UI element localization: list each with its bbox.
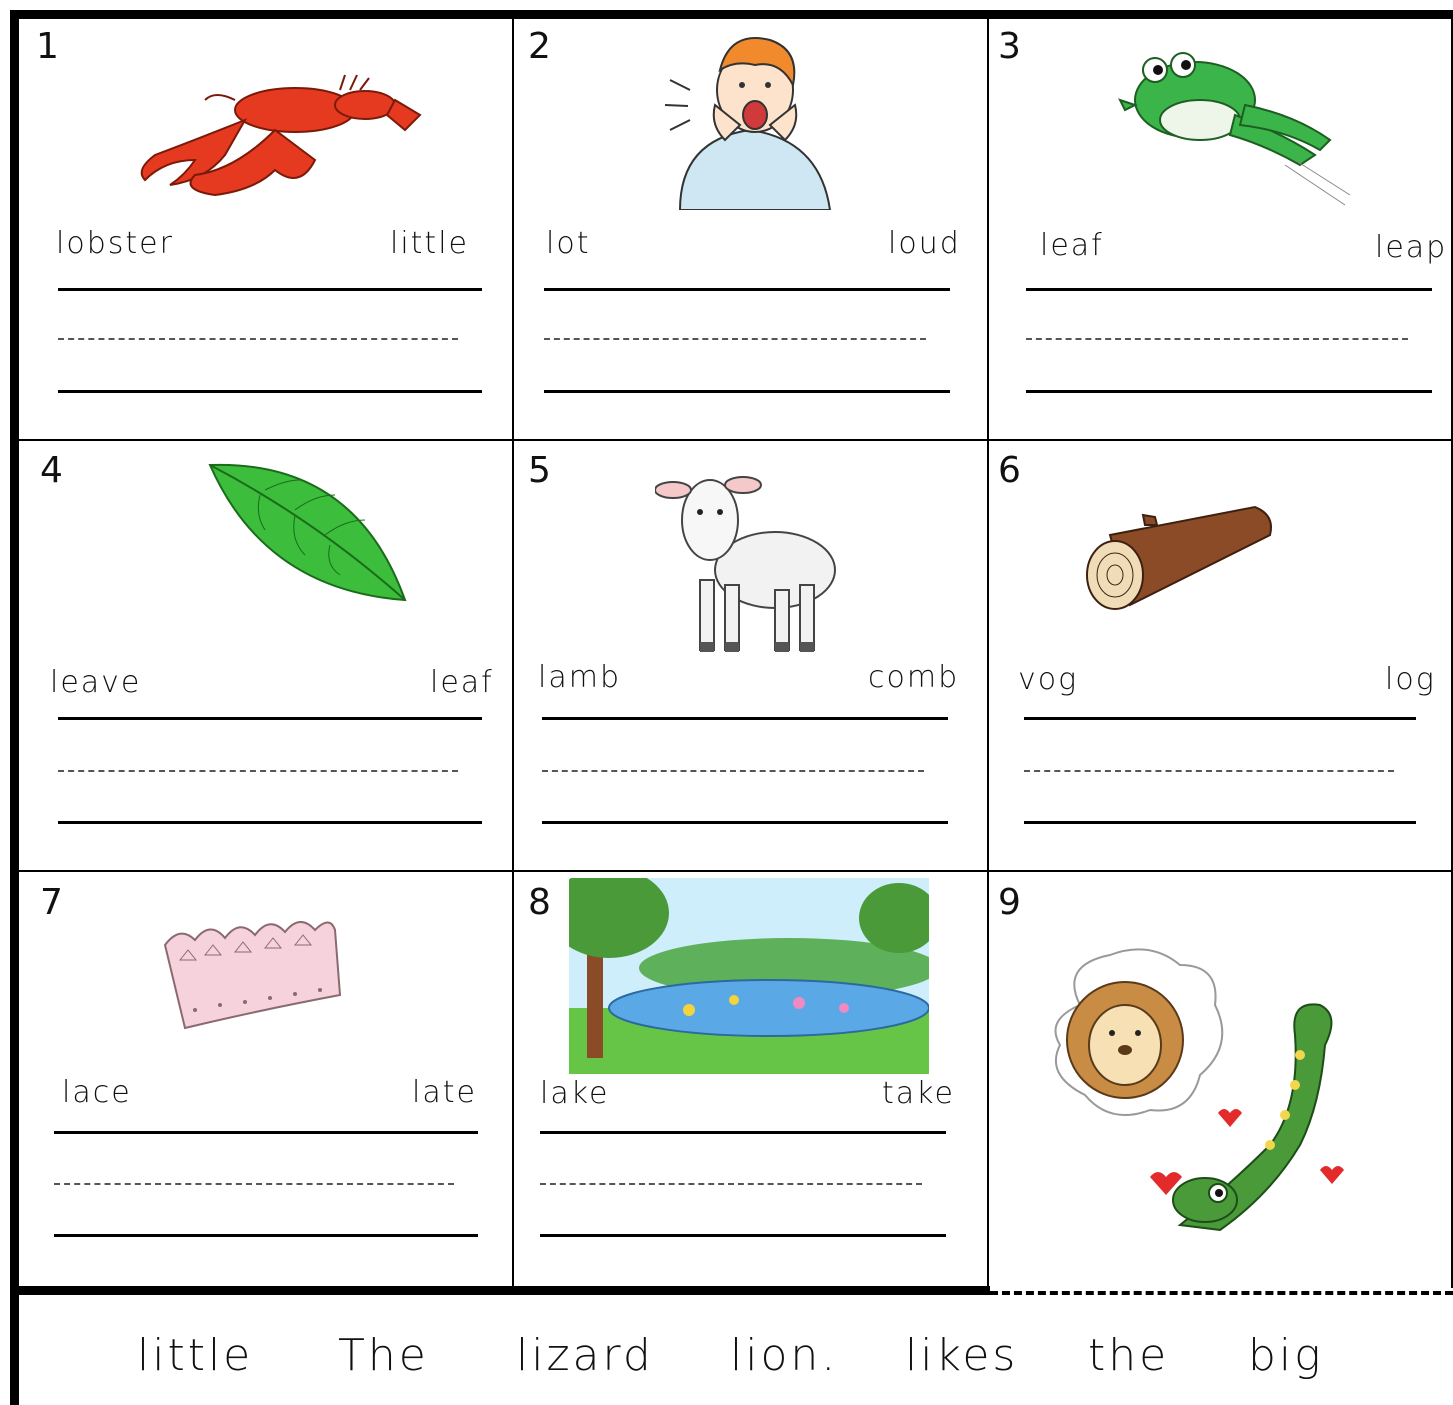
frame-left-border [10, 10, 19, 1405]
word-option-left: vog [1018, 662, 1079, 697]
word-option-left: lobster [56, 226, 174, 261]
lobster-icon [125, 60, 425, 200]
writing-line-base [540, 1234, 946, 1237]
writing-line-mid [54, 1183, 454, 1185]
writing-line-base [1024, 821, 1416, 824]
writing-line-top [1024, 717, 1416, 720]
cell-number: 2 [528, 26, 551, 67]
grid-divider [18, 870, 1453, 872]
word-option-left: lace [62, 1075, 132, 1110]
grid-divider [18, 439, 1453, 441]
frame-top-border [10, 10, 1453, 19]
sentence-word: big [1248, 1330, 1324, 1381]
writing-line-base [1026, 390, 1432, 393]
cell-number: 4 [40, 450, 63, 491]
writing-line-top [58, 288, 482, 291]
writing-line-mid [1024, 770, 1394, 772]
sentence-word: The [338, 1330, 429, 1381]
sentence-word: lizard [516, 1330, 654, 1381]
cell-number: 9 [998, 882, 1021, 923]
writing-line-mid [540, 1183, 922, 1185]
word-option-right: little [390, 226, 469, 261]
writing-line-top [542, 717, 948, 720]
cell-number: 6 [998, 450, 1021, 491]
writing-line-mid [58, 338, 458, 340]
sentence-word: little [137, 1330, 254, 1381]
lake-scene-icon [569, 878, 929, 1074]
sentence-word: the [1088, 1330, 1170, 1381]
grid-divider [987, 18, 989, 1288]
word-option-right: take [882, 1076, 955, 1111]
word-option-right: log [1385, 662, 1436, 697]
word-option-right: comb [868, 660, 960, 695]
writing-line-base [544, 390, 950, 393]
lamb-icon [655, 470, 840, 660]
word-option-right: leap [1375, 230, 1448, 265]
writing-line-top [54, 1131, 478, 1134]
writing-line-top [58, 717, 482, 720]
cell-number: 7 [40, 882, 63, 923]
sentence-word: lion. [730, 1330, 839, 1381]
shouting-boy-icon [660, 30, 845, 210]
word-option-left: lake [540, 1076, 610, 1111]
writing-line-top [1026, 288, 1432, 291]
writing-line-mid [1026, 338, 1408, 340]
writing-line-base [58, 390, 482, 393]
word-option-left: lamb [538, 660, 621, 695]
writing-line-mid [58, 770, 458, 772]
lace-icon [160, 910, 345, 1035]
leaf-icon [205, 460, 415, 605]
log-icon [1085, 505, 1275, 615]
word-option-right: late [412, 1075, 477, 1110]
writing-line-base [58, 821, 482, 824]
cell-number: 5 [528, 450, 551, 491]
writing-line-top [540, 1131, 946, 1134]
writing-line-mid [542, 770, 924, 772]
word-option-right: loud [888, 226, 961, 261]
lizard-lion-icon [1040, 945, 1400, 1245]
writing-line-top [544, 288, 950, 291]
word-option-right: leaf [430, 665, 494, 700]
grid-divider [512, 18, 514, 1288]
word-option-left: lot [546, 226, 591, 261]
frog-icon [1115, 45, 1355, 215]
sentence-word: likes [905, 1330, 1019, 1381]
cell-number: 3 [998, 26, 1021, 67]
writing-line-base [54, 1234, 478, 1237]
cell-number: 1 [36, 26, 59, 67]
cell-number: 8 [528, 882, 551, 923]
word-option-left: leaf [1040, 228, 1104, 263]
writing-line-base [542, 821, 948, 824]
word-option-left: leave [50, 665, 142, 700]
writing-line-mid [544, 338, 926, 340]
